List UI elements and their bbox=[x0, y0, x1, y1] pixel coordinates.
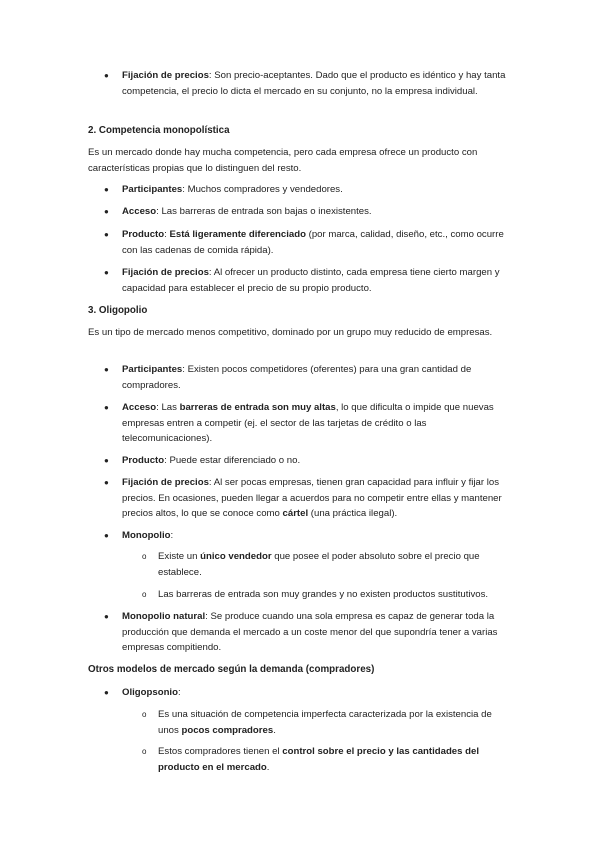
bullet-icon: ● bbox=[104, 230, 109, 239]
list-item-participantes-2: Participantes: Muchos compradores y vendedores. bbox=[122, 184, 343, 195]
list-item-fijacion-precios-3: Fijación de precios: Al ser pocas empresas, tienen gran capacidad para influir y fijar los precios. En ocasiones, pueden llegar a acuerdos para no competir entre ellas y mantener precios altos, lo que se conoce como cártel (una práctica ilegal). bbox=[122, 477, 502, 519]
bullet-icon: ● bbox=[104, 207, 109, 216]
sub-bullet-icon: o bbox=[142, 552, 147, 561]
bullet-icon: ● bbox=[104, 688, 109, 697]
list-item-acceso-2: Acceso: Las barreras de entrada son bajas o inexistentes. bbox=[122, 206, 372, 217]
section-paragraph-3: Es un tipo de mercado menos competitivo, dominado por un grupo muy reducido de empresas. bbox=[88, 327, 493, 338]
bullet-icon: ● bbox=[104, 365, 109, 374]
list-item-acceso-3: Acceso: Las barreras de entrada son muy altas, lo que dificulta o impide que nuevas empresas entren a competir (ej. el sector de las tarjetas de crédito o las telecomunicaciones). bbox=[122, 402, 494, 444]
sub-list-item-control-precio: Estos compradores tienen el control sobre el precio y las cantidades del producto en el mercado. bbox=[158, 746, 480, 773]
list-item-producto-2: Producto: Está ligeramente diferenciado (por marca, calidad, diseño, etc., como ocurre con las cadenas de comida rápida). bbox=[122, 229, 504, 256]
sub-list-item-unico-vendedor: Existe un único vendedor que posee el poder absoluto sobre el precio que establece. bbox=[158, 551, 480, 578]
section-heading-oligopolio: 3. Oligopolio bbox=[88, 305, 148, 316]
bullet-icon: ● bbox=[104, 185, 109, 194]
bullet-icon: ● bbox=[104, 268, 109, 277]
list-item-monopolio: Monopolio: bbox=[122, 530, 174, 541]
list-item-participantes-3: Participantes: Existen pocos competidores (oferentes) para una gran cantidad de compradores. bbox=[122, 364, 472, 391]
sub-bullet-icon: o bbox=[142, 747, 147, 756]
bullet-icon: ● bbox=[104, 612, 109, 621]
list-item-fijacion-precios-1: Fijación de precios: Son precio-aceptantes. Dado que el producto es idéntico y hay tanta competencia, el precio lo dicta el mercado en su conjunto, no la empresa individual. bbox=[122, 70, 506, 97]
bullet-icon: ● bbox=[104, 71, 109, 80]
bullet-icon: ● bbox=[104, 403, 109, 412]
section-heading-otros-modelos: Otros modelos de mercado según la demanda (compradores) bbox=[88, 664, 375, 675]
sub-list-item-barreras: Las barreras de entrada son muy grandes y no existen productos sustitutivos. bbox=[158, 589, 489, 600]
list-item-fijacion-precios-2: Fijación de precios: Al ofrecer un producto distinto, cada empresa tiene cierto margen y capacidad para establecer el precio de su propio producto. bbox=[122, 267, 500, 294]
sub-bullet-icon: o bbox=[142, 590, 147, 599]
bullet-icon: ● bbox=[104, 456, 109, 465]
section-heading-competencia-monopolistica: 2. Competencia monopolística bbox=[88, 125, 230, 136]
list-item-producto-3: Producto: Puede estar diferenciado o no. bbox=[122, 455, 301, 466]
bullet-icon: ● bbox=[104, 478, 109, 487]
sub-bullet-icon: o bbox=[142, 710, 147, 719]
list-item-monopolio-natural: Monopolio natural: Se produce cuando una sola empresa es capaz de generar toda la producción que demanda el mercado a un coste menor del que supondría tener a varias empresas compitiendo. bbox=[122, 611, 498, 653]
sub-list-item-pocos-compradores: Es una situación de competencia imperfecta caracterizada por la existencia de unos pocos compradores. bbox=[158, 709, 492, 736]
bullet-icon: ● bbox=[104, 531, 109, 540]
list-item-oligopsonio: Oligopsonio: bbox=[122, 687, 181, 698]
section-paragraph-2: Es un mercado donde hay mucha competencia, pero cada empresa ofrece un producto con características propias que lo distinguen del resto. bbox=[88, 147, 478, 174]
